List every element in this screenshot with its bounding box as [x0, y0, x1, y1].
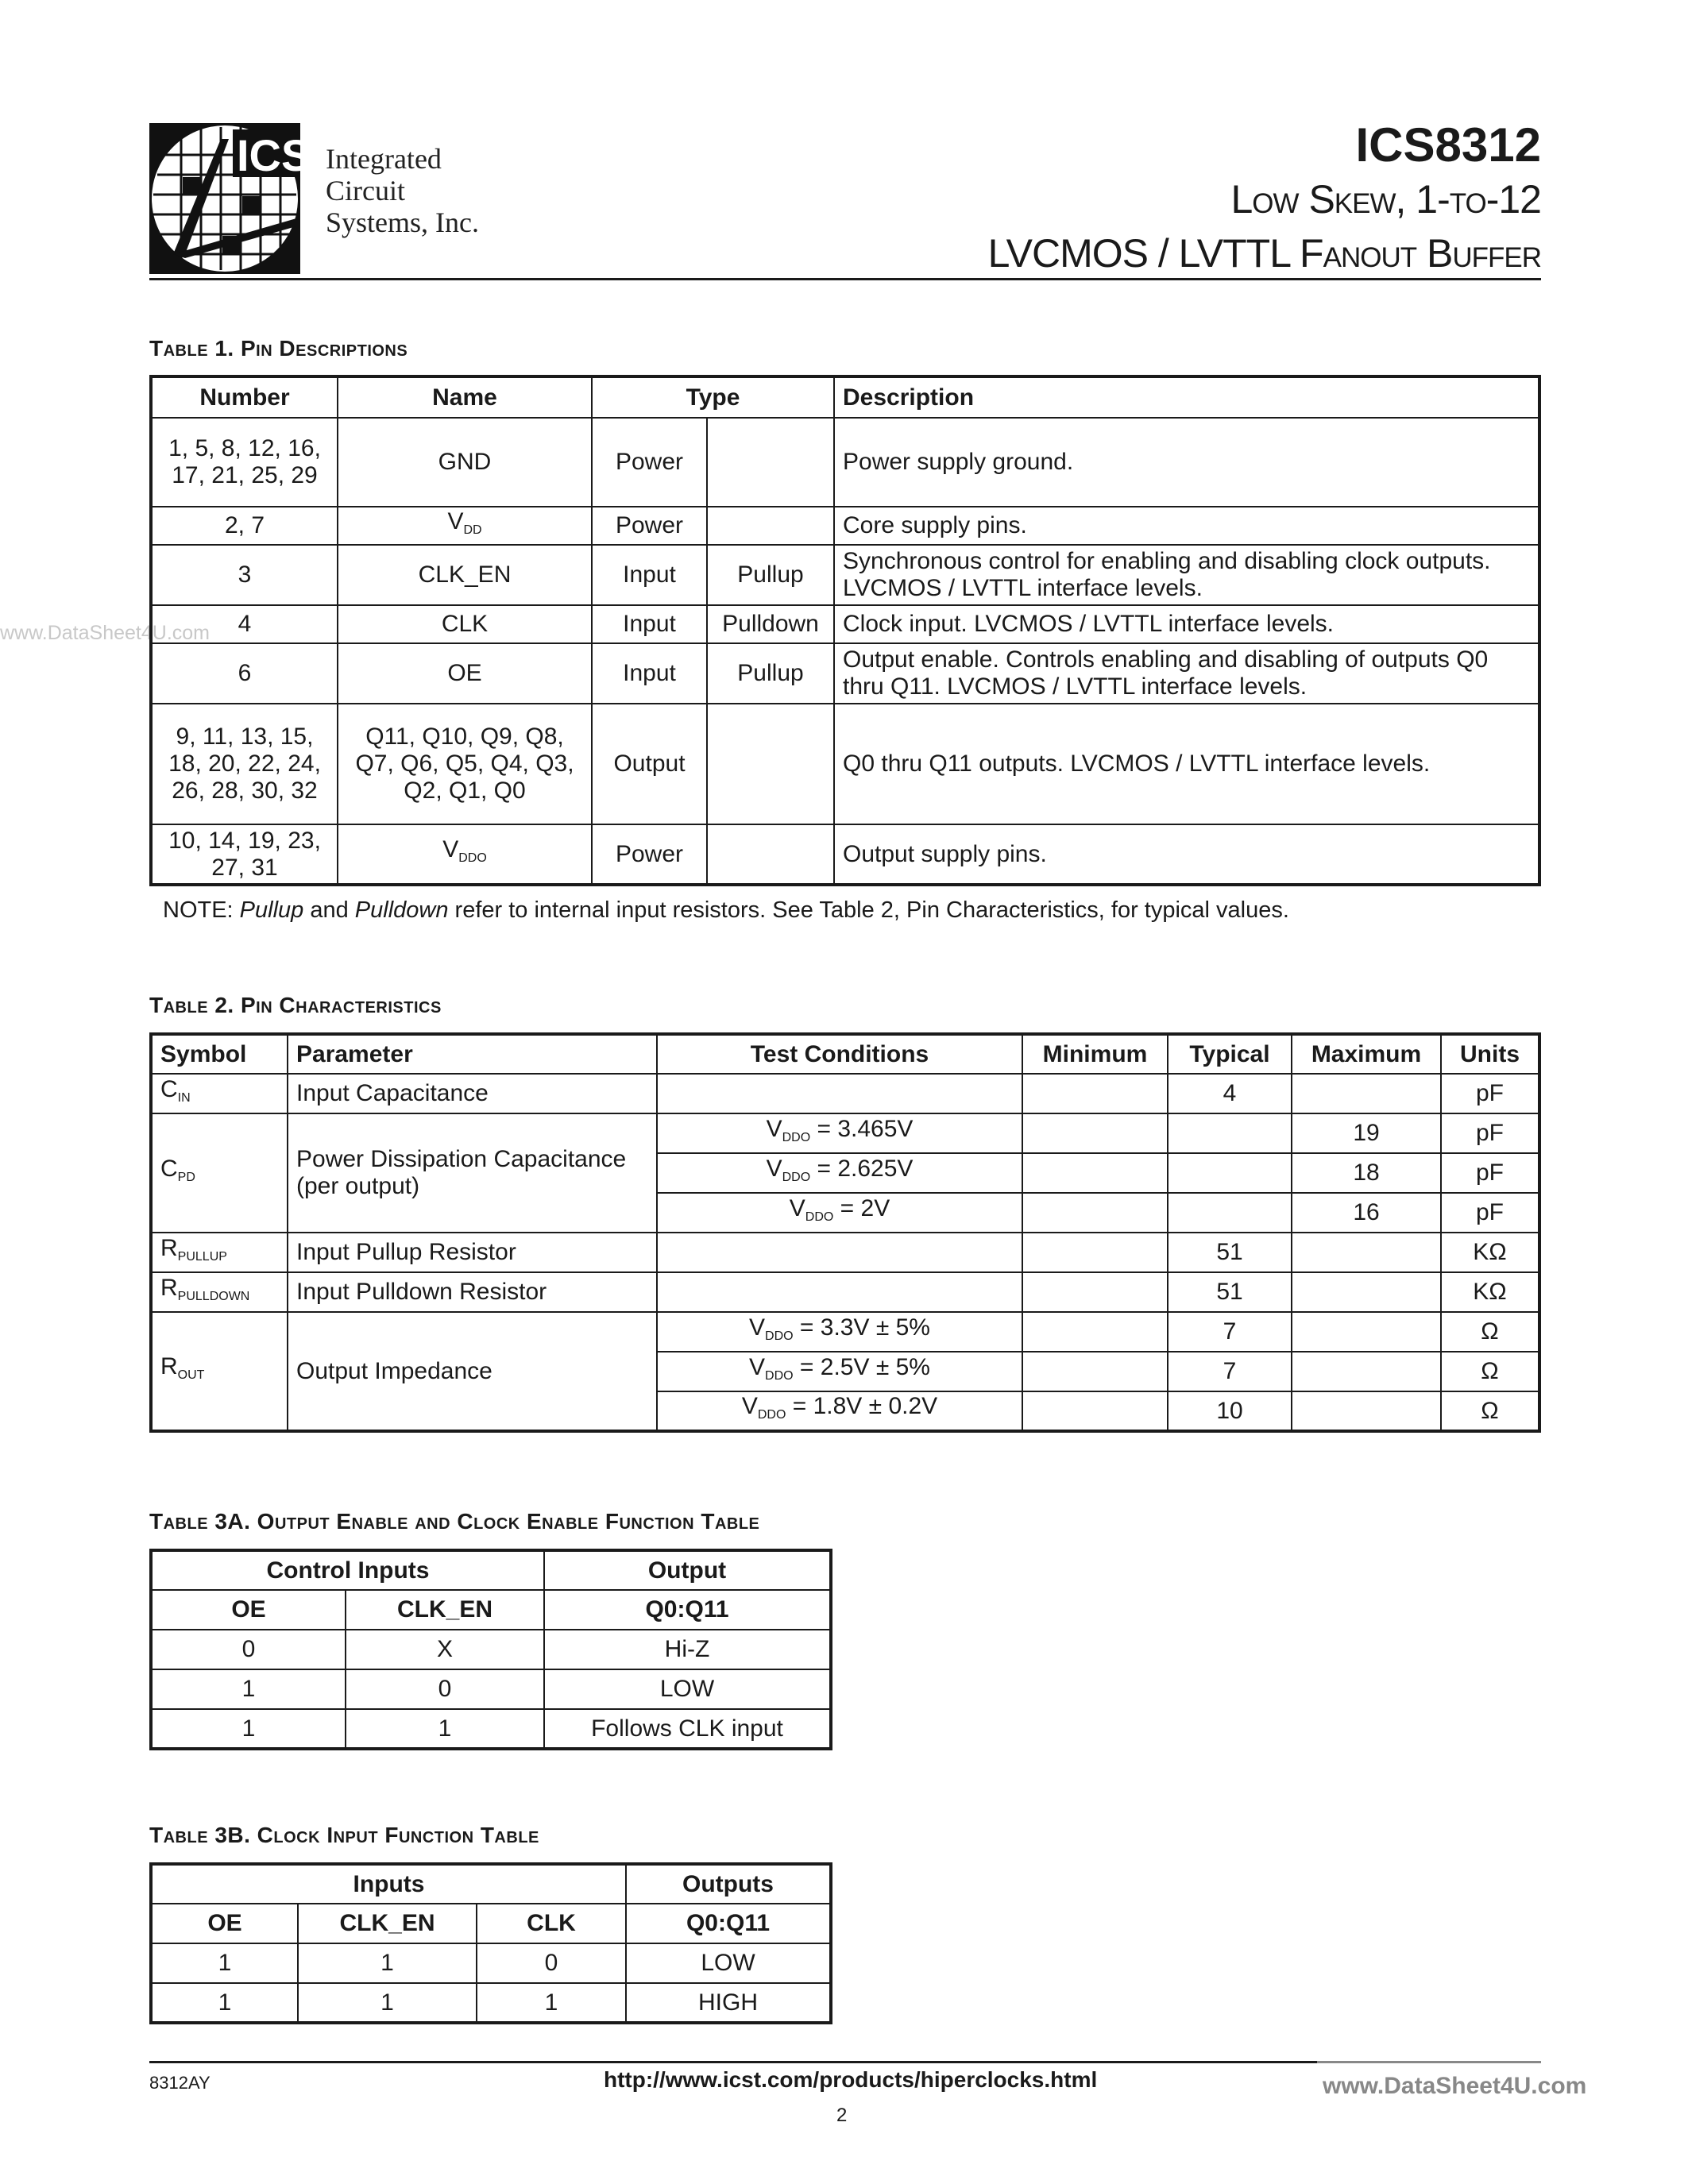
pin-name: CLK: [338, 605, 592, 643]
test-condition: [657, 1233, 1022, 1272]
units: KΩ: [1441, 1272, 1539, 1312]
col-clk-en: CLK_EN: [346, 1590, 544, 1630]
pin-resistor: [707, 507, 834, 545]
cell: LOW: [544, 1669, 831, 1709]
company-name: [326, 143, 479, 238]
typical: [1168, 1193, 1292, 1233]
watermark: www.DataSheet4U.com: [0, 622, 211, 644]
test-condition: $V_{DDO} = 3.3V \pm 5\%$: [657, 1312, 1022, 1352]
col-clk-en: CLK_EN: [298, 1904, 477, 1943]
minimum: [1022, 1113, 1168, 1153]
header-rule: [149, 278, 1541, 280]
typical: 51: [1168, 1233, 1292, 1272]
units: Ω: [1441, 1312, 1539, 1352]
footer-watermark: www.DataSheet4U.com: [1323, 2073, 1587, 2099]
test-condition: $V_{DDO} = 3.465V$: [657, 1113, 1022, 1153]
table-row: [151, 643, 1539, 704]
table3b-caption: Table 3B. Clock Input Function Table: [149, 1823, 539, 1847]
pin-number: 3: [151, 545, 338, 605]
symbol: $R_{PULLDOWN}$: [151, 1272, 288, 1312]
col-q0-q11: Q0:Q11: [626, 1904, 831, 1943]
minimum: [1022, 1153, 1168, 1193]
svg-text:ICS: ICS: [237, 130, 311, 180]
typical: 4: [1168, 1074, 1292, 1113]
parameter: Power Dissipation Capacitance (per output): [288, 1113, 657, 1233]
typical: 10: [1168, 1391, 1292, 1431]
symbol: $R_{OUT}$: [151, 1312, 288, 1431]
test-condition: [657, 1074, 1022, 1113]
typical: [1168, 1153, 1292, 1193]
pin-type: Input: [592, 545, 707, 605]
pin-description: Core supply pins.: [834, 507, 1539, 545]
col-maximum: Maximum: [1292, 1034, 1441, 1074]
cell: LOW: [626, 1943, 831, 1983]
cell: 0: [477, 1943, 626, 1983]
table2-caption: Table 2. Pin Characteristics: [149, 993, 442, 1017]
table-row: [151, 507, 1539, 545]
pin-description: Synchronous control for enabling and disabling clock outputs. LVCMOS / LVTTL interface levels.: [834, 545, 1539, 605]
test-condition: [657, 1272, 1022, 1312]
parameter: Input Pulldown Resistor: [288, 1272, 657, 1312]
subtitle-line2: LVCMOS / LVTTL Fanout Buffer: [987, 231, 1541, 276]
maximum: [1292, 1233, 1441, 1272]
group-output: Output: [544, 1550, 831, 1590]
maximum: 19: [1292, 1113, 1441, 1153]
col-parameter: Parameter: [288, 1034, 657, 1074]
pin-resistor: Pulldown: [707, 605, 834, 643]
pin-number: 1, 5, 8, 12, 16, 17, 21, 25, 29: [151, 418, 338, 507]
pin-description: Q0 thru Q11 outputs. LVCMOS / LVTTL interface levels.: [834, 704, 1539, 824]
typical: [1168, 1113, 1292, 1153]
table-row: [151, 1312, 1539, 1352]
units: pF: [1441, 1074, 1539, 1113]
typical: 7: [1168, 1312, 1292, 1352]
test-condition: $V_{DDO} = 2V$: [657, 1193, 1022, 1233]
table-row: [151, 704, 1539, 824]
table-row: [151, 1074, 1539, 1113]
pin-resistor: Pullup: [707, 545, 834, 605]
col-name: Name: [338, 376, 592, 418]
col-type: Type: [592, 376, 834, 418]
table-row: [151, 1630, 831, 1669]
cell: 1: [298, 1983, 477, 2023]
units: pF: [1441, 1193, 1539, 1233]
test-condition: $V_{DDO} = 2.625V$: [657, 1153, 1022, 1193]
pin-number: 4: [151, 605, 338, 643]
cell: 0: [151, 1630, 346, 1669]
pin-number: 10, 14, 19, 23, 27, 31: [151, 824, 338, 885]
pin-resistor: Pullup: [707, 643, 834, 704]
pin-type: Input: [592, 643, 707, 704]
company-line: Circuit: [326, 175, 405, 206]
col-minimum: Minimum: [1022, 1034, 1168, 1074]
maximum: [1292, 1312, 1441, 1352]
units: KΩ: [1441, 1233, 1539, 1272]
table-row: [151, 1669, 831, 1709]
minimum: [1022, 1312, 1168, 1352]
cell: 1: [346, 1709, 544, 1749]
units: Ω: [1441, 1391, 1539, 1431]
cell: Follows CLK input: [544, 1709, 831, 1749]
minimum: [1022, 1352, 1168, 1391]
pin-resistor: [707, 704, 834, 824]
pin-description: Power supply ground.: [834, 418, 1539, 507]
table-row: [151, 824, 1539, 885]
col-q0-q11: Q0:Q11: [544, 1590, 831, 1630]
col-test-conditions: Test Conditions: [657, 1034, 1022, 1074]
col-typical: Typical: [1168, 1034, 1292, 1074]
group-control-inputs: Control Inputs: [151, 1550, 544, 1590]
group-inputs: Inputs: [151, 1864, 626, 1904]
footer-rule: [149, 2061, 1317, 2063]
subtitle-line1: Low Skew, 1-to-12: [1230, 177, 1541, 222]
pin-description: Output enable. Controls enabling and disabling of outputs Q0 thru Q11. LVCMOS / LVTTL interface levels.: [834, 643, 1539, 704]
pin-type: Power: [592, 507, 707, 545]
table3a-caption: Table 3A. Output Enable and Clock Enable Function Table: [149, 1509, 760, 1534]
table-row: [151, 1233, 1539, 1272]
maximum: 18: [1292, 1153, 1441, 1193]
output-enable-function-table: [149, 1549, 832, 1750]
test-condition: $V_{DDO} = 1.8V \pm 0.2V$: [657, 1391, 1022, 1431]
maximum: [1292, 1352, 1441, 1391]
clock-input-function-table: [149, 1862, 832, 2024]
footer-rule-grey: [1317, 2061, 1541, 2063]
pin-descriptions-table: [149, 375, 1541, 886]
pin-resistor: [707, 824, 834, 885]
group-outputs: Outputs: [626, 1864, 831, 1904]
table-row: [151, 1983, 831, 2023]
pin-name: Q11, Q10, Q9, Q8, Q7, Q6, Q5, Q4, Q3, Q2, Q1, Q0: [338, 704, 592, 824]
pin-type: Power: [592, 824, 707, 885]
parameter: Input Pullup Resistor: [288, 1233, 657, 1272]
company-line: Systems, Inc.: [326, 206, 479, 238]
pin-number: 2, 7: [151, 507, 338, 545]
page-number: 2: [836, 2105, 848, 2126]
typical: 51: [1168, 1272, 1292, 1312]
test-condition: $V_{DDO} = 2.5V \pm 5\%$: [657, 1352, 1022, 1391]
col-description: Description: [834, 376, 1539, 418]
table-row: [151, 1272, 1539, 1312]
pin-name: $V_{DD}$: [338, 507, 592, 545]
table1-note: NOTE: Pullup and Pulldown refer to internal input resistors. See Table 2, Pin Characteristics, for typical values.: [163, 897, 1289, 923]
minimum: [1022, 1193, 1168, 1233]
cell: 1: [151, 1983, 298, 2023]
table-row: [151, 605, 1539, 643]
pin-number: 6: [151, 643, 338, 704]
pin-description: Output supply pins.: [834, 824, 1539, 885]
col-number: Number: [151, 376, 338, 418]
symbol: $R_{PULLUP}$: [151, 1233, 288, 1272]
pin-number: 9, 11, 13, 15, 18, 20, 22, 24, 26, 28, 30, 32: [151, 704, 338, 824]
pin-characteristics-table: [149, 1032, 1541, 1433]
maximum: [1292, 1074, 1441, 1113]
minimum: [1022, 1391, 1168, 1431]
parameter: Input Capacitance: [288, 1074, 657, 1113]
cell: HIGH: [626, 1983, 831, 2023]
cell: 1: [151, 1709, 346, 1749]
maximum: 16: [1292, 1193, 1441, 1233]
cell: 1: [477, 1983, 626, 2023]
pin-type: Power: [592, 418, 707, 507]
pin-type: Input: [592, 605, 707, 643]
table-row: [151, 545, 1539, 605]
pin-name: OE: [338, 643, 592, 704]
table-row: [151, 418, 1539, 507]
footer-url-link[interactable]: http://www.icst.com/products/hiperclocks.html: [604, 2067, 1098, 2092]
col-oe: OE: [151, 1590, 346, 1630]
typical: 7: [1168, 1352, 1292, 1391]
ics-logo: [149, 123, 311, 274]
cell: X: [346, 1630, 544, 1669]
pin-description: Clock input. LVCMOS / LVTTL interface levels.: [834, 605, 1539, 643]
company-line: Integrated: [326, 143, 442, 175]
pin-type: Output: [592, 704, 707, 824]
col-units: Units: [1441, 1034, 1539, 1074]
part-number: ICS8312: [1355, 118, 1541, 172]
pin-name: CLK_EN: [338, 545, 592, 605]
units: pF: [1441, 1113, 1539, 1153]
units: pF: [1441, 1153, 1539, 1193]
pin-name: $V_{DDO}$: [338, 824, 592, 885]
minimum: [1022, 1074, 1168, 1113]
table-row: [151, 1943, 831, 1983]
cell: 1: [151, 1943, 298, 1983]
maximum: [1292, 1391, 1441, 1431]
table1-caption: Table 1. Pin Descriptions: [149, 336, 408, 361]
cell: 1: [151, 1669, 346, 1709]
parameter: Output Impedance: [288, 1312, 657, 1431]
minimum: [1022, 1272, 1168, 1312]
units: Ω: [1441, 1352, 1539, 1391]
symbol: $C_{PD}$: [151, 1113, 288, 1233]
cell: 0: [346, 1669, 544, 1709]
document-id: 8312AY: [149, 2073, 211, 2093]
cell: 1: [298, 1943, 477, 1983]
table-row: [151, 1709, 831, 1749]
minimum: [1022, 1233, 1168, 1272]
pin-resistor: [707, 418, 834, 507]
table-row: [151, 1113, 1539, 1153]
col-symbol: Symbol: [151, 1034, 288, 1074]
cell: Hi-Z: [544, 1630, 831, 1669]
col-oe: OE: [151, 1904, 298, 1943]
pin-name: GND: [338, 418, 592, 507]
maximum: [1292, 1272, 1441, 1312]
col-clk: CLK: [477, 1904, 626, 1943]
symbol: $C_{IN}$: [151, 1074, 288, 1113]
